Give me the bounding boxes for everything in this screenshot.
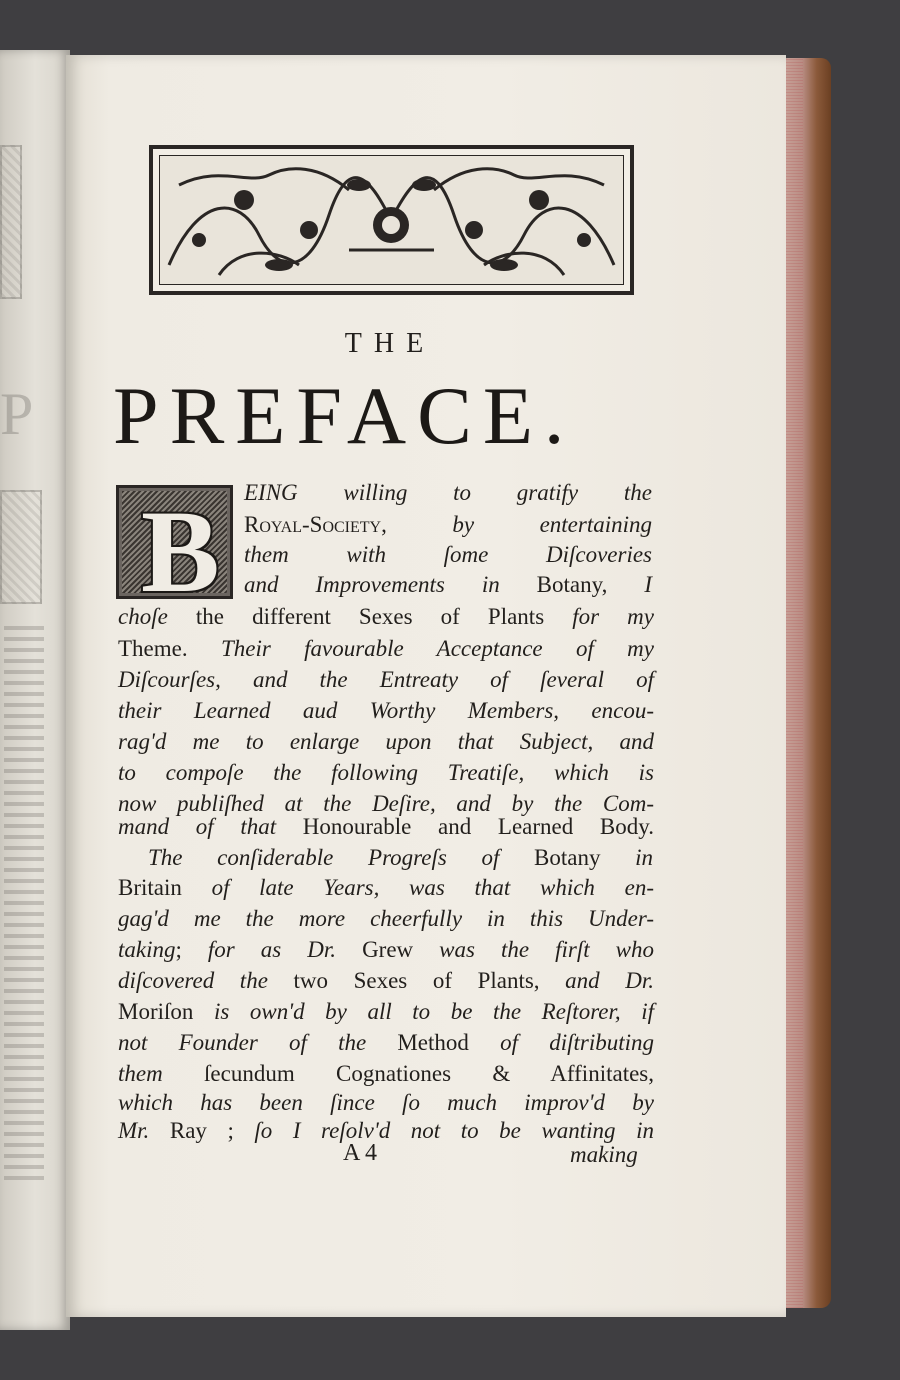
ghost-dropcap — [0, 490, 42, 604]
text-run: of late Years, was that which en- — [181, 875, 654, 900]
text-run: Theme. — [118, 636, 221, 661]
catchword: making — [570, 1142, 638, 1167]
text-run: Grew — [362, 937, 414, 962]
text-run: taking — [118, 937, 176, 962]
text-line — [118, 873, 654, 903]
text-line — [118, 1088, 654, 1118]
text-run: for my — [572, 604, 654, 629]
text-line — [118, 602, 654, 632]
text-run: and Improvements in — [244, 572, 537, 597]
title-the: THE — [344, 328, 436, 359]
text-run: ; — [175, 937, 208, 962]
text-run: Their favourable Acceptance of my — [220, 636, 655, 661]
text-run: I — [607, 572, 652, 597]
text-run: Method — [397, 1030, 469, 1055]
text-run: of diſtributing — [468, 1030, 654, 1055]
text-run: in — [600, 845, 654, 870]
text-run: their Learned aud Worthy Members, encou- — [118, 698, 654, 723]
text-run: was the firſt who — [413, 937, 654, 962]
text-line — [148, 843, 653, 873]
book-fore-edge — [783, 58, 831, 1308]
text-run: the different Sexes of Plants — [167, 604, 573, 629]
text-run: The conſiderable Progreſs of — [148, 845, 535, 870]
headpiece-ornament — [149, 145, 634, 295]
text-line — [118, 812, 654, 842]
text-run: ſecundum Cognationes & Affinitates, — [204, 1061, 654, 1086]
text-run: Britain — [118, 875, 182, 900]
foliage-ornament-icon — [159, 155, 624, 285]
text-run: Royal-Society, — [244, 512, 387, 537]
text-line — [118, 997, 654, 1027]
text-run: ſo I reſolv'd not to be wanting in — [254, 1118, 654, 1143]
initial-letter: B — [141, 486, 220, 599]
decorated-initial — [116, 485, 233, 599]
text-line — [118, 696, 654, 726]
text-run: Ray ; — [169, 1118, 255, 1143]
previous-page-edge — [0, 50, 70, 1330]
text-run: Honourable and Learned Body. — [302, 814, 654, 839]
text-run: choſe — [118, 604, 168, 629]
text-line — [244, 540, 652, 570]
text-line — [118, 634, 654, 664]
text-run: them — [118, 1061, 205, 1086]
text-run: by entertaining — [386, 512, 652, 537]
text-run: Moriſon — [118, 999, 194, 1024]
text-run: and Dr. — [539, 968, 654, 993]
text-line — [118, 1059, 654, 1089]
text-run: gag'd me the more cheerfully in this Under- — [118, 906, 654, 931]
text-run: mand of that — [118, 814, 303, 839]
ghost-letter: P — [0, 381, 34, 447]
text-run: not Founder of the — [118, 1030, 398, 1055]
text-line — [118, 1028, 654, 1058]
text-line — [118, 727, 654, 757]
text-line — [118, 665, 654, 695]
text-line — [118, 935, 654, 965]
text-run: to compoſe the following Treatiſe, which is — [118, 760, 654, 785]
ghost-text-lines — [4, 620, 44, 1180]
text-run: which has been ſince ſo much improv'd by — [118, 1090, 654, 1115]
text-run: Mr. — [118, 1118, 170, 1143]
text-line — [244, 570, 652, 600]
text-run: Diſcourſes, and the Entreaty of ſeveral of — [118, 667, 654, 692]
text-run: Botany, — [536, 572, 608, 597]
text-run: now publiſhed at the Deſire, and by the Com- — [118, 791, 654, 816]
text-run: them with ſome Diſcoveries — [244, 542, 652, 567]
text-run: is own'd by all to be the Reſtorer, if — [193, 999, 654, 1024]
text-run: EING willing to gratify the — [244, 480, 652, 505]
ghost-ornament — [0, 145, 22, 299]
text-line — [118, 904, 654, 934]
text-run: for as Dr. — [207, 937, 363, 962]
text-run: rag'd me to enlarge upon that Subject, and — [118, 729, 654, 754]
text-line — [118, 966, 654, 996]
text-line — [118, 758, 654, 788]
text-run: diſcovered the — [118, 968, 294, 993]
text-line — [244, 478, 652, 508]
text-line — [244, 510, 652, 540]
page-title: PREFACE. — [113, 370, 576, 461]
text-run: Botany — [534, 845, 601, 870]
text-run: two Sexes of Plants, — [293, 968, 540, 993]
signature-mark: A 4 — [343, 1140, 378, 1166]
